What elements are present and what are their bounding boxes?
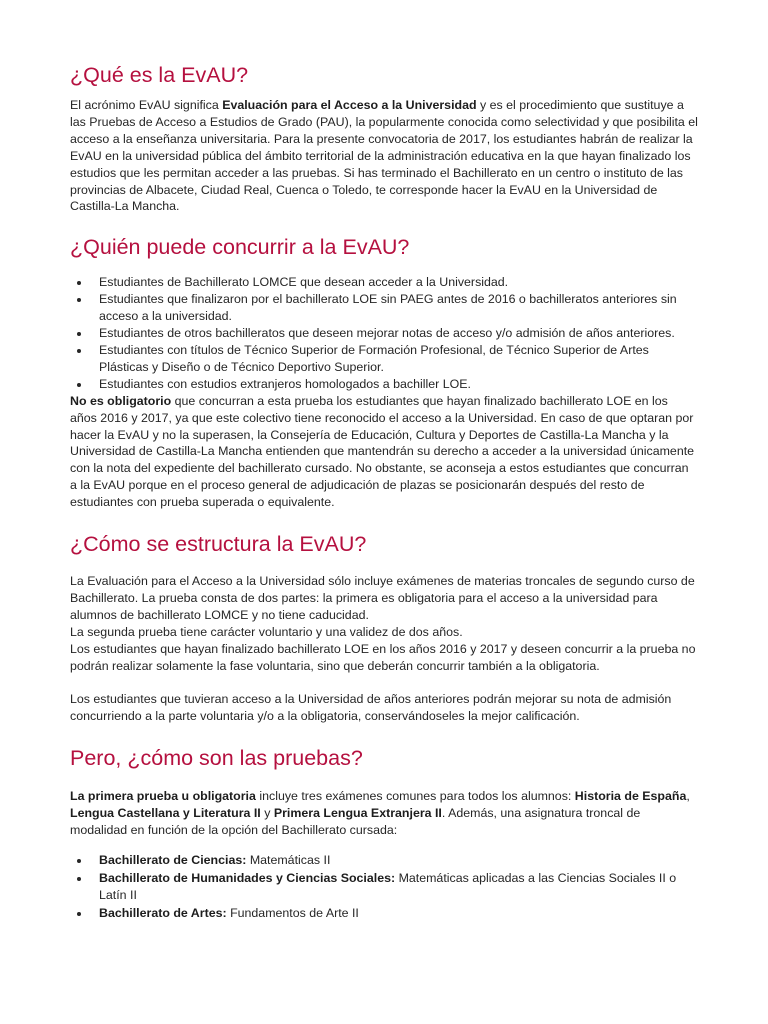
text: El acrónimo EvAU significa	[70, 98, 223, 112]
bold-text: Primera Lengua Extranjera II	[273, 806, 442, 821]
bold-text: La primera prueba u obligatoria	[70, 789, 256, 804]
list-item: Estudiantes con estudios extranjeros homologados a bachiller LOE.	[99, 376, 698, 393]
bold-text: Bachillerato de Humanidades y Ciencias Sociales:	[99, 870, 396, 885]
text-line: La Evaluación para el Acceso a la Universidad sólo incluye exámenes de materias troncales de segundo curso de Bachillerato. La prueba consta de dos partes: la primera es obligatoria para el acceso a la universidad para alumnos de bachillerato LOMCE y no tiene caducidad.	[70, 574, 695, 622]
text: incluye tres exámenes comunes para todos los alumnos:	[255, 789, 575, 804]
paragraph-estructura	[70, 573, 698, 674]
list-item: Estudiantes que finalizaron por el bachillerato LOE sin PAEG antes de 2016 o bachilleratos anteriores sin acceso a la universidad.	[99, 291, 698, 325]
bold-text: Historia de España	[574, 789, 687, 804]
text: Matemáticas II	[246, 853, 331, 867]
text: que concurran a esta prueba los estudiantes que hayan finalizado bachillerato LOE en los años 2016 y 2017, ya que este colectivo tiene reconocido el acceso a la Universidad. En caso de que optaran por hacer la EvAU y no la superasen, la Consejería de Educación, Cultura y Deportes de Castilla-La Mancha y la Universidad de Castilla-La Mancha entienden que mantendrán su derecho a acceder a la universidad únicamente con la nota del expediente del bachillerato cursado. No obstante, se aconseja a estos estudiantes que concurran a la EvAU porque en el proceso general de adjudicación de plazas se posicionarán después del resto de estudiantes con prueba superada o equivalente.	[70, 393, 695, 510]
heading-que-es-evau: ¿Qué es la EvAU?	[70, 63, 249, 87]
text: . Además, una asignatura troncal de modalidad en función de la opción del Bachillerato cursada:	[70, 806, 641, 838]
paragraph-anos-anteriores: Los estudiantes que tuvieran acceso a la Universidad de años anteriores podrán mejorar su nota de admisión concurriendo a la parte voluntaria y/o a la obligatoria, conservándoseles la mejor calificación.	[70, 692, 672, 724]
list-item: Estudiantes con títulos de Técnico Superior de Formación Profesional, de Técnico Superior de Artes Plásticas y Diseño o de Técnico Deportivo Superior.	[99, 342, 698, 376]
bold-text: Bachillerato de Ciencias:	[99, 853, 247, 867]
list-item	[99, 852, 698, 869]
heading-como-son-pruebas: Pero, ¿cómo son las pruebas?	[70, 746, 363, 771]
paragraph-no-obligatorio	[70, 393, 698, 511]
text: Fundamentos de Arte II	[226, 905, 359, 920]
list-item	[99, 905, 698, 922]
bold-text: Evaluación para el Acceso a la Universidad	[222, 98, 477, 112]
heading-quien-puede: ¿Quién puede concurrir a la EvAU?	[70, 235, 410, 260]
list-item: Estudiantes de otros bachilleratos que deseen mejorar notas de acceso y/o admisión de años anteriores.	[99, 325, 698, 342]
list-modalidades	[70, 852, 698, 922]
list-item: Estudiantes de Bachillerato LOMCE que desean acceder a la Universidad.	[99, 274, 698, 291]
text: Matemáticas aplicadas a las Ciencias Sociales II o Latín II	[99, 870, 677, 902]
bold-text: Lengua Castellana y Literatura II	[70, 806, 261, 821]
text-line: La segunda prueba tiene carácter voluntario y una validez de dos años.	[70, 624, 463, 639]
bold-text: No es obligatorio	[70, 393, 172, 408]
text: ,	[686, 789, 690, 804]
text: y	[260, 806, 274, 821]
list-item	[99, 870, 698, 904]
paragraph-que-es-evau	[70, 97, 698, 215]
bold-text: Bachillerato de Artes:	[99, 905, 227, 920]
text-line: Los estudiantes que hayan finalizado bachillerato LOE en los años 2016 y 2017 y deseen concurrir a la prueba no podrán realizar solamente la fase voluntaria, sino que deberán concurrir también a la obligatoria.	[70, 641, 696, 673]
paragraph-primera-prueba	[70, 788, 698, 839]
heading-como-se-estructura: ¿Cómo se estructura la EvAU?	[70, 532, 367, 557]
list-quien-puede	[70, 274, 698, 392]
text: y es el procedimiento que sustituye a las Pruebas de Acceso a Estudios de Grado (PAU), la popularmente conocida como selectividad y que posibilita el acceso a la enseñanza universitaria. Para la presente convocatoria de 2017, los estudiantes habrán de realizar la EvAU en la universidad pública del ámbito territorial de la administración educativa en la que hayan finalizado los estudios que les permitan acceder a las pruebas. Si has terminado el Bachillerato en un centro o instituto de las provincias de Albacete, Ciudad Real, Cuenca o Toledo, te corresponde hacer la EvAU en la Universidad de Castilla-La Mancha.	[70, 98, 698, 214]
